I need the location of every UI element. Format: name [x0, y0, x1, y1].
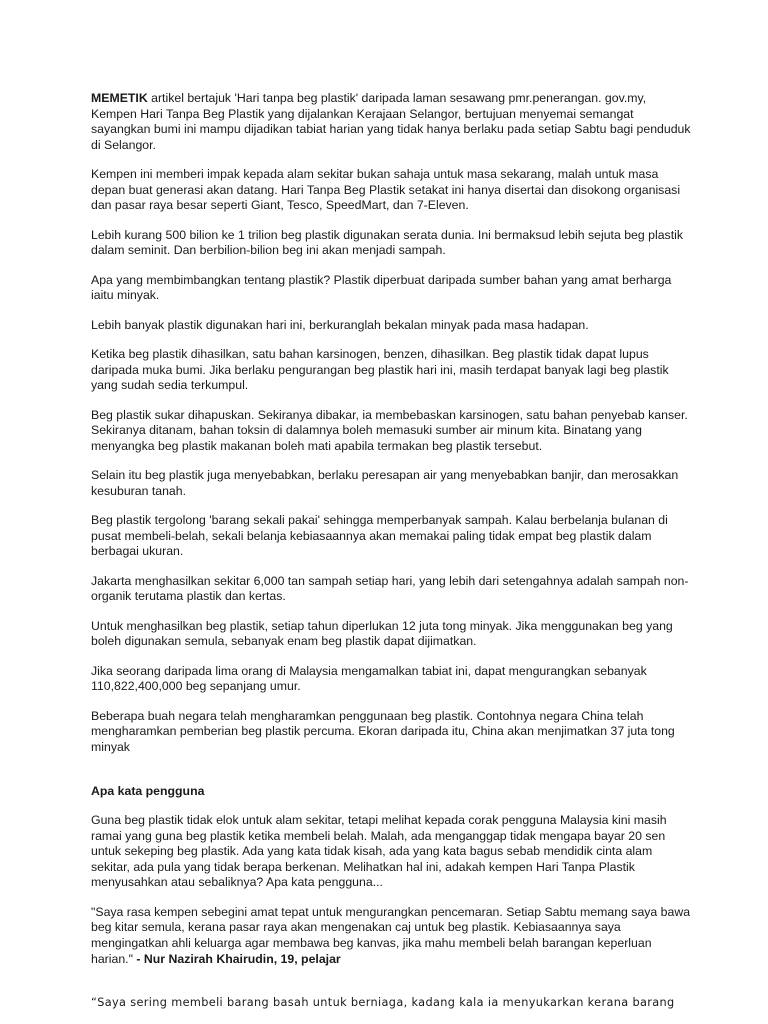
intro-paragraph — [91, 91, 691, 153]
paragraph-china-ban: Beberapa buah negara telah mengharamkan penggunaan beg plastik. Contohnya negara China telah mengharamkan pemberian beg plastik percuma. Ekoran daripada itu, China akan menjimatkan 37 juta tong minyak — [91, 708, 675, 754]
section-paragraph: Guna beg plastik tidak elok untuk alam sekitar, tetapi melihat kepada corak pengguna Malaysia kini masih ramai yang guna beg plastik ketika membeli belah. Malah, ada menganggap tidak mengapa bayar 20 sen untuk sekeping beg plastik. Ada yang kata tidak kisah, ada yang kata bagus sebab mendidik cinta alam sekitar, ada pula yang tidak berapa berkenan. Melihatkan hal ini, adakah kempen Hari Tanpa Plastik menyusahkan atau sebaliknya? Apa kata pengguna... — [91, 812, 667, 890]
paragraph-oil-supply: Lebih banyak plastik digunakan hari ini, berkuranglah bekalan minyak pada masa hadapan. — [91, 317, 589, 332]
paragraph-jakarta: Jakarta menghasilkan sekitar 6,000 tan sampah setiap hari, yang lebih dari setengahnya adalah sampah non-organik terutama plastik dan kertas. — [91, 573, 689, 604]
section-spacer — [91, 769, 691, 784]
quote-nur-nazirah — [91, 905, 691, 967]
section-heading: Apa kata pengguna — [91, 784, 205, 799]
paragraph-usage-stats: Lebih kurang 500 bilion ke 1 trilion beg plastik digunakan serata dunia. Ini bermaksud lebih sejuta beg plastik dalam seminit. Dan berbilion-bilion beg ini akan menjadi sampah. — [91, 227, 683, 258]
paragraph-plastic-concern: Apa yang membimbangkan tentang plastik? Plastik diperbuat daripada sumber bahan yang amat berharga iaitu minyak. — [91, 272, 672, 303]
quote-trader: “Saya sering membeli barang basah untuk berniaga, kadang kala ia menyukarkan kerana barang — [91, 996, 675, 1010]
paragraph-flooding: Selain itu beg plastik juga menyebabkan, berlaku peresapan air yang menyebabkan banjir, dan merosakkan kesuburan tanah. — [91, 468, 679, 498]
article-body — [91, 91, 691, 1024]
quote-text: "Saya rasa kempen sebegini amat tepat untuk mengurangkan pencemaran. Setiap Sabtu memang saya bawa beg kitar semula, kerana pasar raya akan mengenakan caj untuk beg plastik. Kebiasaannya saya mengingatkan ahli keluarga agar membawa beg kanvas, jika mahu membeli belah barangan keperluan harian." — [91, 904, 691, 966]
paragraph-carcinogen: Ketika beg plastik dihasilkan, satu bahan karsinogen, benzen, dihasilkan. Beg plastik tidak dapat lupus daripada muka bumi. Jika berlaku pengurangan beg plastik hari ini, masih terdapat banyak lagi beg plastik yang sudah sedia terkumpul. — [91, 347, 669, 393]
paragraph-malaysia-savings: Jika seorang daripada lima orang di Malaysia mengamalkan tabiat ini, dapat mengurangkan sebanyak 110,822,400,000 beg sepanjang umur. — [91, 663, 647, 694]
intro-text: artikel bertajuk 'Hari tanpa beg plastik' daripada laman sesawang pmr.penerangan. gov.my, Kempen Hari Tanpa Beg Plastik yang dijalankan Kerajaan Selangor, bertujuan menyemai semangat sayangkan bumi ini mampu dijadikan tabiat harian yang tidak hanya berlaku pada setiap Sabtu bagi penduduk di Selangor. — [91, 91, 691, 152]
paragraph-oil-barrels: Untuk menghasilkan beg plastik, setiap tahun diperlukan 12 juta tong minyak. Jika menggunakan beg yang boleh digunakan semula, sebanyak enam beg plastik dapat dijimatkan. — [91, 618, 673, 649]
paragraph-campaign-impact: Kempen ini memberi impak kepada alam sekitar bukan sahaja untuk masa sekarang, malah untuk masa depan buat generasi akan datang. Hari Tanpa Beg Plastik setakat ini hanya disertai dan disokong organisasi dan pasar raya besar seperti Giant, Tesco, SpeedMart, dan 7-Eleven. — [91, 167, 681, 213]
quote-attribution: - Nur Nazirah Khairudin, 19, pelajar — [132, 951, 341, 966]
intro-lead-bold: MEMETIK — [91, 91, 148, 105]
paragraph-disposal: Beg plastik sukar dihapuskan. Sekiranya dibakar, ia membebaskan karsinogen, satu bahan penyebab kanser. Sekiranya ditanam, bahan toksin di dalamnya boleh memasuki sumber air minum kita. Binatang yang menyangka beg plastik makanan boleh mati apabila termakan beg plastik tersebut. — [91, 407, 688, 453]
paragraph-single-use: Beg plastik tergolong 'barang sekali pakai' sehingga memperbanyak sampah. Kalau berbelanja bulanan di pusat membeli-belah, sekali belanja kebiasaannya akan memakai paling tidak empat beg plastik dalam berbagai ukuran. — [91, 513, 668, 559]
